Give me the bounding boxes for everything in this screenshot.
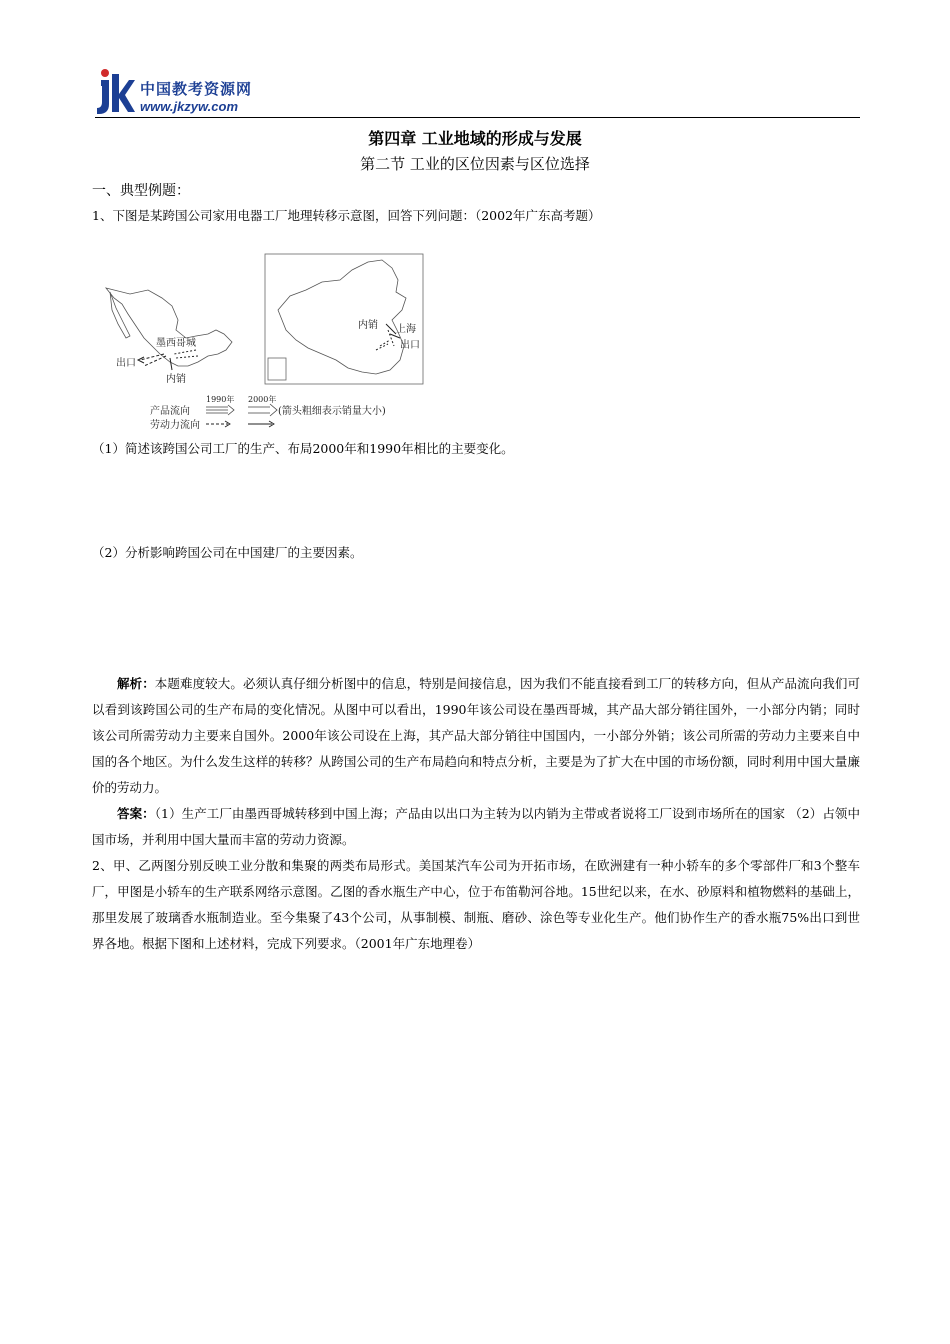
site-url[interactable]: www.jkzyw.com <box>140 99 239 114</box>
mexico-map-outline <box>106 288 232 366</box>
label-export-left: 出口 <box>116 358 136 369</box>
legend-year-2000: 2000年 <box>248 395 277 404</box>
label-domestic-left: 内销 <box>166 374 186 385</box>
question-2-text: 2、甲、乙两图分别反映工业分散和集聚的两类布局形式。美国某汽车公司为开拓市场，在欧洲建有一种小轿车的多个零部件厂和3个整车厂，甲图是小轿车的生产联系网络示意图。乙图的香水瓶生产中心，位于布笛勒河谷地。15世纪以来，在水、砂原料和植物燃料的基础上，那里发展了玻璃香水瓶制造业。至今集聚了43个公司，从事制模、制瓶、磨砂、涂色等专业化生产。他们协作生产的香水瓶75%出口到世界各地。根据下图和上述材料，完成下列要求。（2001年广东地理卷） <box>92 858 860 951</box>
jk-logo-icon <box>95 68 135 116</box>
label-mexico-city: 墨西哥城 <box>156 338 196 349</box>
legend-labor-arrows <box>206 421 274 427</box>
part-heading: 一、典型例题： <box>92 183 190 199</box>
answer-paragraph <box>92 801 860 853</box>
legend-product-flow: 产品流向 <box>150 406 190 417</box>
analysis-text: 本题难度较大。必须认真仔细分析图中的信息，特别是间接信息，因为我们不能直接看到工厂的转移方向，但从产品流向我们可以看到该跨国公司的生产布局的变化情况。从图中可以看出，1990年该公司设在墨西哥城，其产品大部分销往国外，一小部分内销；同时该公司所需劳动力主要来自国外。2000年该公司设在上海，其产品大部分销往中国国内，一小部分外销；该公司所需的劳动力主要来自中国的各个地区。为什么发生这样的转移？从跨国公司的生产布局趋向和特点分析，主要是为了扩大在中国的市场份额，同时利用中国大量廉价的劳动力。 <box>92 676 860 795</box>
south-sea-inset <box>268 358 286 380</box>
china-map-frame <box>265 254 423 384</box>
label-shanghai: 上海 <box>396 324 416 335</box>
label-export-right: 出口 <box>400 340 420 351</box>
section-title: 第二节 工业的区位因素与区位选择 <box>360 155 590 173</box>
legend-labor-flow: 劳动力流向 <box>150 420 200 431</box>
baja-peninsula <box>110 292 130 338</box>
analysis-paragraph <box>92 671 860 801</box>
label-domestic-right: 内销 <box>358 320 378 331</box>
analysis-label: 解析： <box>117 676 155 691</box>
question-1-text: 1、下图是某跨国公司家用电器工厂地理转移示意图，回答下列问题：（2002年广东高考题） <box>92 208 601 223</box>
china-map-outline <box>278 260 406 374</box>
legend-year-1990: 1990年 <box>206 395 235 404</box>
header-divider <box>95 117 860 118</box>
answer-text: （1）生产工厂由墨西哥城转移到中国上海；产品由以出口为主转为以内销为主带或者说将工厂设到市场所在的国家 （2）占领中国市场，并利用中国大量而丰富的劳动力资源。 <box>92 806 860 847</box>
factory-transfer-map <box>100 250 440 435</box>
site-logo-text[interactable]: 中国教考资源网 <box>140 80 253 98</box>
answer-label: 答案： <box>117 806 155 821</box>
question-1-part-2: （2）分析影响跨国公司在中国建厂的主要因素。 <box>92 545 363 560</box>
chapter-title: 第四章 工业地域的形成与发展 <box>368 129 582 148</box>
legend-arrow-note: (箭头粗细表示销量大小) <box>278 406 386 417</box>
legend-product-arrows <box>206 404 277 416</box>
question-1-part-1: （1）简述该跨国公司工厂的生产、布局2000年和1990年相比的主要变化。 <box>92 441 514 456</box>
